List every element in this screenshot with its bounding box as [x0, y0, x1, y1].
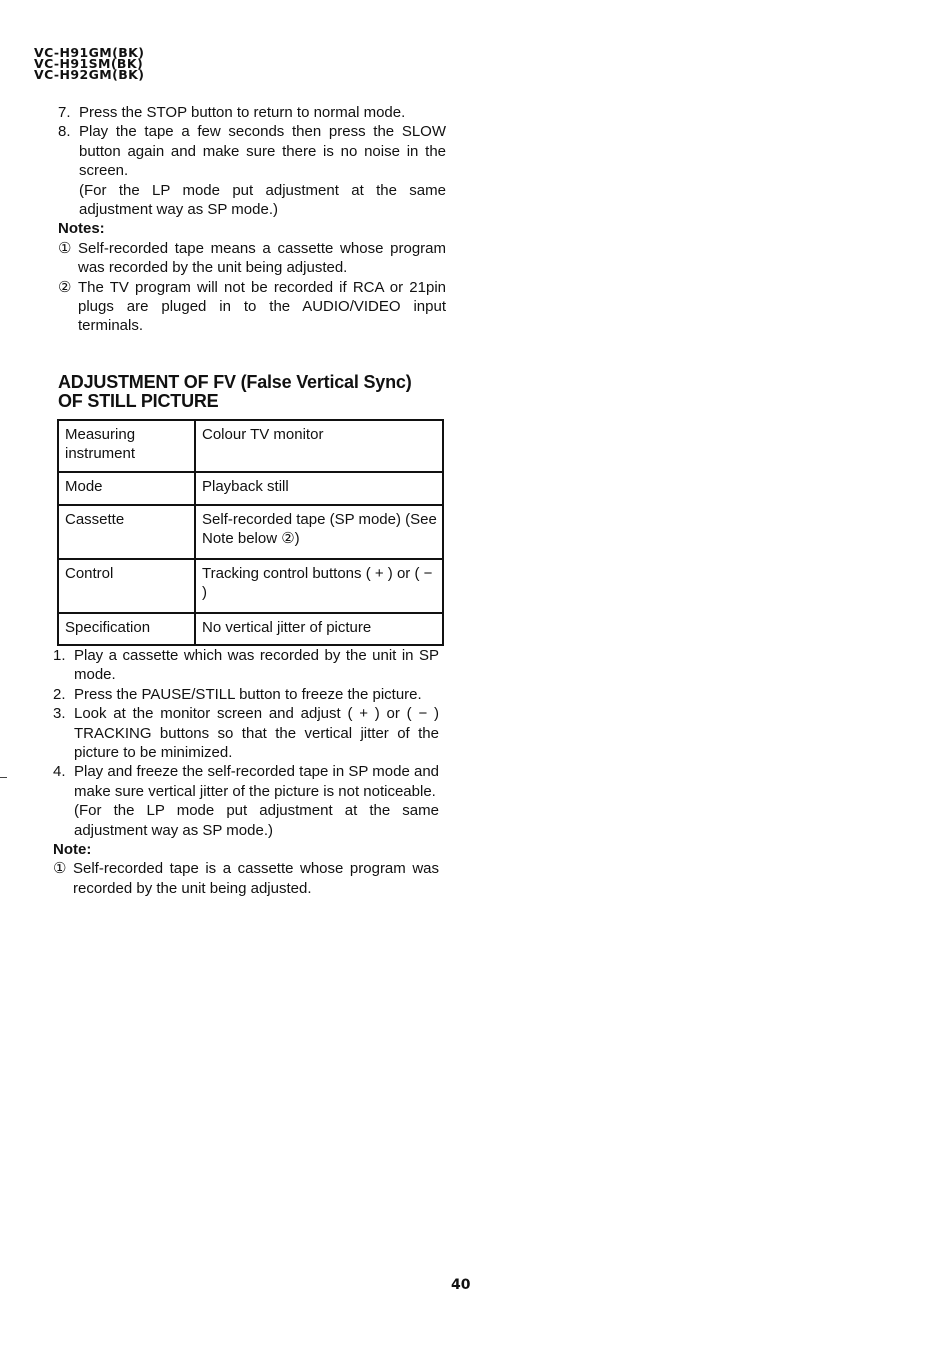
table-label-cell: Mode — [58, 472, 195, 505]
table-row — [58, 505, 443, 559]
step-number: 2. — [53, 685, 66, 703]
section-fv-adjustment-steps — [53, 646, 439, 898]
table-row — [58, 420, 443, 472]
table-row — [58, 613, 443, 645]
notes-title: Notes: — [58, 220, 105, 238]
note-text: Self-recorded tape is a cassette whose program was recorded by the unit being adjusted. — [73, 860, 439, 897]
note-text: Self-recorded tape means a cassette whose program was recorded by the unit being adjusted. — [78, 239, 446, 277]
step-number: 1. — [53, 647, 66, 664]
step-text: Look at the monitor screen and adjust ( + ) or ( − ) TRACKING buttons so that the vertical jitter of the picture to be minimized. — [74, 705, 439, 762]
step-number: 3. — [53, 705, 66, 723]
step-item — [58, 103, 446, 122]
adjustment-spec-table — [57, 419, 444, 646]
model-number: VC-H91SM(BK) — [34, 56, 144, 71]
note-item — [58, 239, 446, 278]
table-row — [58, 472, 443, 505]
step-item — [53, 762, 439, 801]
step-item — [53, 646, 439, 685]
model-numbers — [34, 47, 144, 80]
table-value-cell: Tracking control buttons ( + ) or ( − ) — [195, 559, 443, 613]
model-number: VC-H91GM(BK) — [34, 45, 145, 60]
notes-title: Note: — [53, 841, 92, 859]
table-value-cell: No vertical jitter of picture — [195, 613, 443, 645]
table-label-cell: Measuring instrument — [58, 420, 195, 472]
step-text: Play and freeze the self-recorded tape in SP mode and make sure vertical jitter of the picture is not noticeable. — [74, 763, 439, 800]
note-marker: ② — [58, 278, 72, 296]
note-marker: ① — [58, 239, 72, 257]
margin-mark — [0, 777, 7, 778]
step-number: 4. — [53, 763, 66, 781]
table-value-cell: Colour TV monitor — [195, 420, 443, 472]
note-item — [53, 859, 439, 898]
step-text: Play the tape a few seconds then press the SLOW button again and make sure there is no noise in the screen. — [79, 123, 446, 180]
step-text: Press the PAUSE/STILL button to freeze the picture. — [74, 685, 422, 703]
table-value-cell: Playback still — [195, 472, 443, 505]
section-heading — [58, 373, 458, 411]
lp-mode-note: (For the LP mode put adjustment at the same adjustment way as SP mode.) — [79, 181, 446, 219]
step-item — [58, 122, 446, 180]
note-text: The TV program will not be recorded if RCA or 21pin plugs are pluged in to the AUDIO/VIDEO input terminals. — [78, 278, 446, 335]
step-item — [53, 685, 439, 704]
table-row — [58, 559, 443, 613]
table-label-cell: Specification — [58, 613, 195, 645]
heading-line: OF STILL PICTURE — [58, 391, 219, 411]
section-slow-adjustment — [58, 103, 446, 336]
step-number: 8. — [58, 123, 71, 141]
step-number: 7. — [58, 104, 71, 121]
heading-line: ADJUSTMENT OF FV (False Vertical Sync) — [58, 372, 412, 392]
note-marker: ① — [53, 860, 67, 878]
step-text: Play a cassette which was recorded by the unit in SP mode. — [74, 647, 439, 684]
table-label-cell: Cassette — [58, 505, 195, 559]
note-item — [58, 278, 446, 336]
lp-mode-note: (For the LP mode put adjustment at the same adjustment way as SP mode.) — [74, 802, 439, 839]
page-number: 40 — [451, 1277, 471, 1293]
model-number: VC-H92GM(BK) — [34, 67, 145, 82]
step-item — [53, 704, 439, 762]
table-label-cell: Control — [58, 559, 195, 613]
step-text: Press the STOP button to return to normal mode. — [79, 104, 406, 121]
table-value-cell: Self-recorded tape (SP mode) (See Note below ②) — [195, 505, 443, 559]
